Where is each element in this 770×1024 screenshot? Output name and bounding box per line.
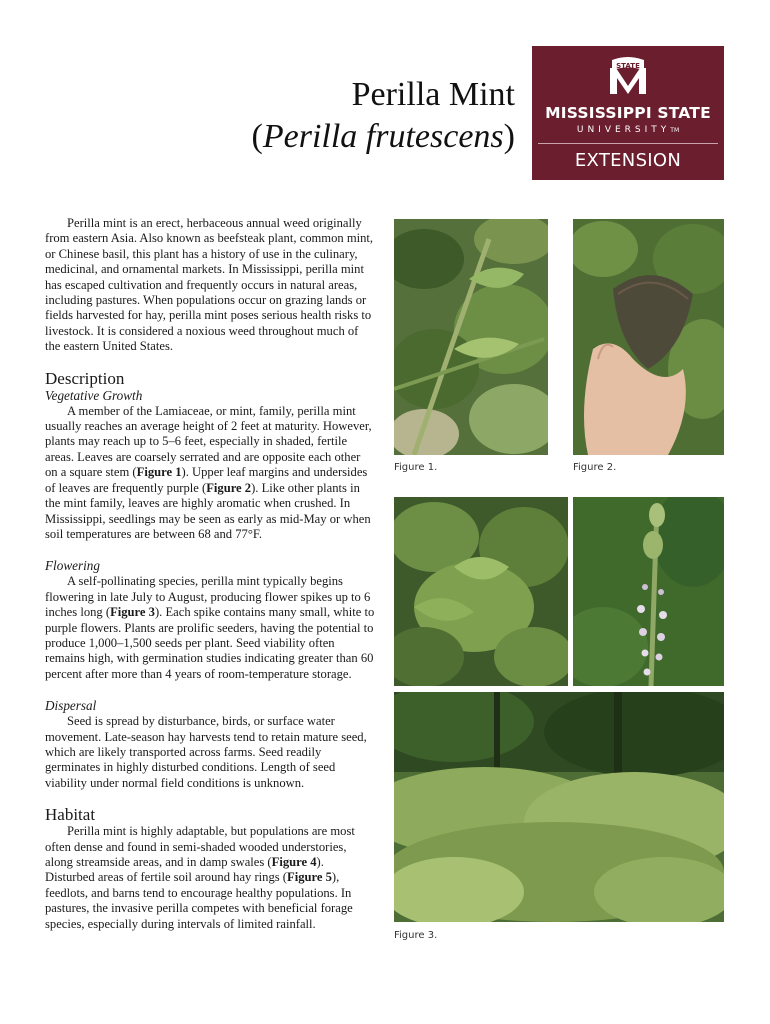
figure-4-ref: Figure 4 — [271, 855, 317, 869]
flowering-text-1: A self-pollinating species, perilla mint typically begins flowering in late July to August, producing flower spikes up to 6 inches long ( — [45, 574, 371, 620]
figure-2-ref: Figure 2 — [206, 480, 252, 495]
dispersal-subheading: Dispersal — [45, 698, 97, 714]
flowering-subheading: Flowering — [45, 558, 100, 574]
figure-1-caption: Figure 1. — [394, 462, 438, 473]
msu-extension-logo — [532, 46, 724, 180]
habitat-text-3: ), feedlots, and barns tend to encourage healthy populations. In pastures, the invasive perilla competes with beneficial forage species, especially during intervals of limited rainfall. — [45, 870, 353, 931]
figure-2-caption: Figure 2. — [573, 462, 617, 473]
figure-3-caption: Figure 3. — [394, 930, 438, 941]
figure-3-spike-photo — [573, 497, 724, 686]
figure-3-leaves-photo — [394, 497, 568, 686]
habitat-paragraph — [45, 824, 375, 932]
title-latin: Perilla frutescens — [262, 118, 504, 155]
body-text-column — [45, 216, 375, 932]
figure-1-photo — [394, 219, 548, 455]
title-paren-open: ( — [251, 118, 263, 155]
veg-text-3: ). Like other plants in the mint family, leaves are highly aromatic when crushed. In Mississippi, seedlings may be seen as early as mid-May or when soil temperatures are between 68 and 77°F. — [45, 480, 371, 541]
logo-tm: TM — [670, 127, 680, 134]
document-title — [200, 74, 515, 158]
figure-5-ref: Figure 5 — [287, 870, 332, 885]
vegetative-growth-subheading: Vegetative Growth — [45, 387, 143, 403]
figure-3-stand-image — [394, 692, 724, 922]
figure-3-stand-photo — [394, 692, 724, 922]
logo-university-sub-text: UNIVERSITY — [576, 125, 671, 135]
habitat-text-2: ). Disturbed areas of fertile soil around hay rings ( — [45, 855, 324, 885]
logo-university-name: MISSISSIPPI STATE — [545, 104, 711, 122]
flowering-text-2: ). Each spike contains many small, white to purple flowers. Plants are prolific seeders, having the potential to produce 1,000–1,500 seeds per plant. Seed viability often remains high, with germination studies indicating greater than 60 percent after more than 4 years of room-temperature storage. — [45, 605, 375, 681]
description-heading: Description — [45, 368, 125, 388]
logo-extension: EXTENSION — [574, 150, 682, 171]
logo-divider — [538, 143, 718, 144]
figure-2-photo — [573, 219, 724, 455]
habitat-heading: Habitat — [45, 805, 96, 825]
figure-3-ref: Figure 3 — [110, 605, 155, 620]
veg-text-2: ). Upper leaf margins and undersides of leaves are frequently purple ( — [45, 465, 368, 495]
title-paren-close: ) — [503, 118, 515, 155]
habitat-text-1: Perilla mint is highly adaptable, but populations are most often dense and found in semi-shaded wooded understories, along streamside areas, and in damp swales ( — [45, 824, 355, 869]
logo-badge-text: STATE — [616, 62, 640, 70]
veg-text-1: A member of the Lamiaceae, or mint, family, perilla mint usually reaches an average height of 2 feet at maturity. However, plants may reach up to 5–6 feet, especially in shaded, fertile areas. Leaves are coarsely serrated and are opposite each other on a square stem ( — [45, 403, 372, 480]
intro-paragraph: Perilla mint is an erect, herbaceous annual weed originally from eastern Asia. Also known as beefsteak plant, common mint, or Chinese basil, this plant has a history of use in the culinary, medicinal, and ornamental markets. In Mississippi, perilla mint has escaped cultivation and frequently occurs in natural areas, including pastures. When populations occur on grazing lands or fields harvested for hay, perilla mint poses serious health risks to livestock. It is considered a noxious weed throughout much of the eastern United States. — [45, 216, 374, 354]
figure-3-spike-image — [573, 497, 724, 686]
title-scientific-name — [200, 116, 515, 158]
title-common-name: Perilla Mint — [351, 76, 515, 113]
msu-crest-icon — [606, 56, 650, 96]
figure-1-image — [394, 219, 548, 455]
flowering-paragraph — [45, 574, 375, 682]
logo-university-sub — [532, 125, 724, 135]
vegetative-growth-paragraph — [45, 404, 375, 543]
figure-2-image — [573, 219, 724, 455]
figure-1-ref: Figure 1 — [136, 465, 182, 480]
dispersal-paragraph: Seed is spread by disturbance, birds, or surface water movement. Late-season hay harvests tend to retain mature seed, which are likely transported across farms. Seed readily germinates in highly disturbed conditions. Length of seed viability under normal field conditions is unknown. — [45, 714, 367, 790]
figure-3-leaves-image — [394, 497, 568, 686]
